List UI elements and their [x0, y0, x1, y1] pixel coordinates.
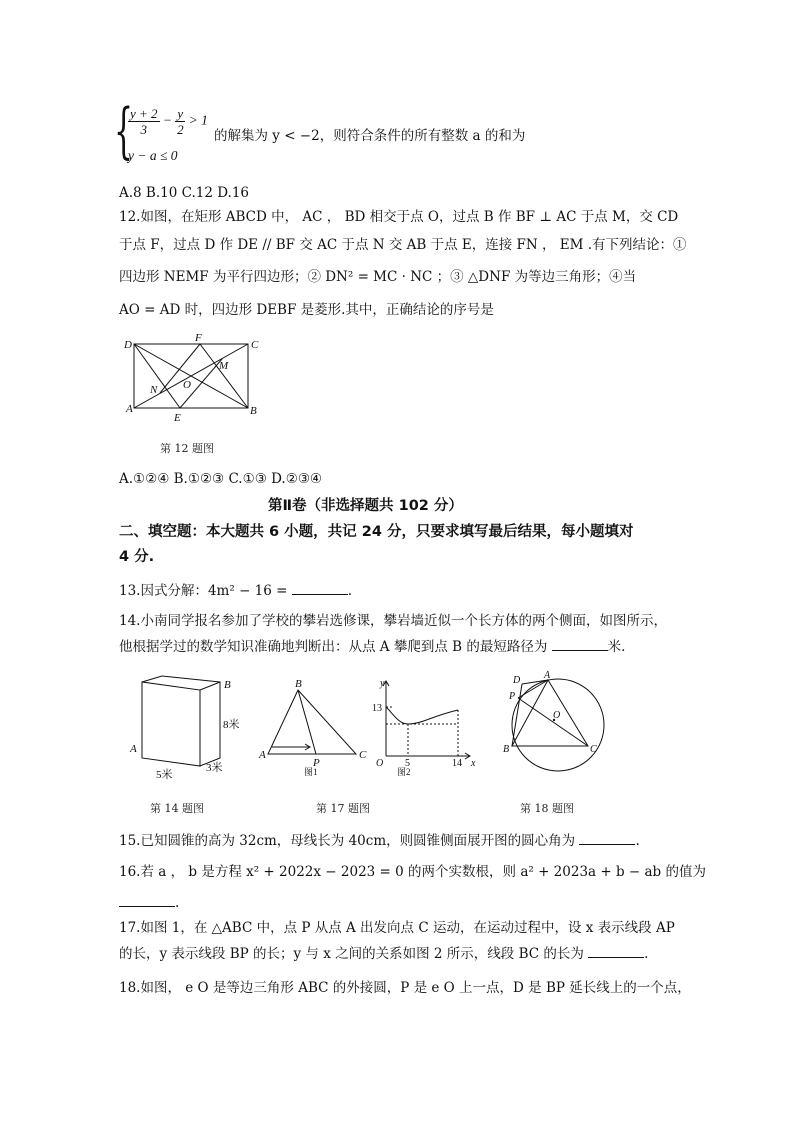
q15-answer-blank [579, 830, 635, 845]
q12-options: A.①②④ B.①②③ C.①③ D.②③④ [119, 471, 323, 487]
q13-end: . [347, 583, 353, 599]
label-height: 8米 [223, 719, 240, 731]
label-y: y [380, 678, 385, 689]
q12-line-3: 四边形 NEMF 为平行四边形；② DN² = MC · NC ；③ △DNF 为等边三角形；④当 [119, 269, 637, 285]
q12-figure-caption: 第 12 题图 [160, 442, 214, 455]
q16-line-1: 16.若 a ， b 是方程 x² + 2022x − 2023 = 0 的两个实数根，则 a² + 2023a + b − ab 的值为 [119, 864, 706, 880]
label-c: C [590, 744, 597, 755]
q11-fraction-2 [175, 106, 185, 137]
q11-frac2-numerator: y [177, 106, 184, 121]
q14-answer-blank [552, 636, 608, 651]
q14-figure-caption: 第 14 题图 [150, 802, 204, 815]
q18-line-1: 18.如图， e O 是等边三角形 ABC 的外接圆，P 是 e O 上一点，D 是 BP 延长线上的一个点， [119, 980, 691, 996]
q14-text: 他根据学过的数学知识准确地判断出：从点 A 攀爬到点 B 的最短路径为 [119, 639, 548, 655]
label-c: C [359, 749, 367, 761]
q15-end: . [635, 833, 640, 849]
wall-side-face [200, 682, 220, 766]
label-o: O [376, 758, 384, 769]
triangle-abc [268, 690, 356, 754]
label-o: O [183, 379, 191, 391]
q16-line-2 [119, 892, 179, 913]
section-heading-line-1: 二、填空题：本大题共 6 小题，共记 24 分，只要求填写最后结果，每小题填对 [119, 524, 634, 540]
label-d: D [124, 339, 132, 351]
q14-climbing-wall-figure [122, 672, 252, 782]
section-heading-line-2: 4 分. [119, 549, 155, 565]
q11-inequality-1 [128, 106, 208, 137]
q13 [119, 580, 352, 601]
label-a: A [259, 749, 266, 761]
q17-line-2 [119, 943, 648, 964]
label-c: C [251, 339, 259, 351]
label-depth-3: 3米 [206, 762, 223, 774]
q15-text: 15.已知圆锥的高为 32cm，母线长为 40cm，则圆锥侧面展开图的圆心角为 [119, 833, 576, 849]
label-b: B [250, 405, 257, 417]
label-f: F [195, 332, 202, 344]
line-de [134, 344, 180, 408]
q14-line-1: 14.小南同学报名参加了学校的攀岩选修课，攀岩墙近似一个长方体的两个侧面，如图所示， [119, 613, 667, 629]
segment-pc [518, 698, 588, 746]
label-o: O [553, 710, 561, 721]
q17-answer-blank [588, 943, 644, 958]
q18-figure-caption: 第 18 题图 [520, 802, 574, 815]
q13-text: 13.因式分解：4m² − 16 = [119, 583, 288, 599]
label-b: B [503, 744, 510, 755]
label-p: P [313, 757, 320, 769]
q16-answer-blank [119, 892, 175, 907]
q12-rectangle-figure [122, 332, 262, 424]
label-e: E [174, 412, 181, 424]
wall-front-face [142, 682, 200, 766]
q11-minus: − [162, 112, 173, 128]
label-a: A [126, 403, 133, 415]
q17-graph-figure [372, 676, 482, 776]
q17-end: . [644, 946, 649, 962]
fig2-caption: 图2 [397, 767, 411, 776]
q11-gt: > 1 [188, 112, 208, 128]
q13-answer-blank [292, 580, 348, 595]
label-5: 5 [405, 758, 410, 769]
label-14: 14 [452, 758, 462, 769]
q17-figure-caption: 第 17 题图 [316, 802, 370, 815]
q14-end: 米. [607, 639, 626, 655]
q17-line-1: 17.如图 1，在 △ABC 中，点 P 从点 A 出发向点 C 运动，在运动过程中，设 x 表示线段 AP [119, 920, 675, 936]
q11-frac1-denominator: 3 [140, 122, 148, 137]
wall-top-back-edge [162, 676, 220, 682]
fig1-caption: 图1 [304, 767, 318, 776]
label-n: N [150, 384, 158, 396]
label-b: B [295, 678, 302, 690]
q14-line-2 [119, 636, 625, 657]
wall-top-edge [142, 676, 162, 682]
label-m: M [219, 360, 229, 372]
label-a: A [544, 670, 551, 681]
system-brace: { [114, 96, 134, 166]
q17-triangle-figure [258, 676, 368, 776]
q15 [119, 830, 640, 851]
curve-y-of-x [386, 707, 458, 724]
q16-end: . [175, 895, 180, 911]
label-x: x [471, 758, 476, 769]
q12-line-2: 于点 F，过点 D 作 DE // BF 交 AC 于点 N 交 AB 于点 E，连接 FN ， EM .有下列结论：① [119, 237, 687, 253]
label-p: P [509, 691, 516, 702]
q11-frac1-numerator: y + 2 [130, 106, 158, 121]
label-b: B [224, 679, 231, 691]
q11-options: A.8 B.10 C.12 D.16 [119, 185, 250, 201]
label-13: 13 [372, 703, 382, 714]
label-width-5: 5米 [156, 769, 173, 781]
q11-inequality-2: y − a ≤ 0 [128, 148, 178, 163]
q17-text: 的长，y 表示线段 BP 的长；y 与 x 之间的关系如图 2 所示，线段 BC 的长为 [119, 946, 584, 962]
q12-line-4: AO = AD 时，四边形 DEBF 是菱形.其中，正确结论的序号是 [119, 302, 494, 318]
label-a: A [130, 743, 137, 755]
q18-circle-figure [500, 670, 610, 774]
label-d: D [513, 675, 521, 686]
q12-line-1: 12.如图，在矩形 ABCD 中， AC ， BD 相交于点 O，过点 B 作 BF ⊥ AC 于点 M，交 CD [119, 209, 679, 225]
q11-question-text: 的解集为 y < −2，则符合条件的所有整数 a 的和为 [214, 128, 526, 144]
q11-fraction-1 [128, 106, 160, 137]
line-fn [160, 344, 200, 393]
triangle-abc [512, 680, 588, 746]
section-title: 第Ⅱ卷（非选择题共 102 分） [268, 498, 463, 514]
q11-frac2-denominator: 2 [177, 122, 184, 137]
